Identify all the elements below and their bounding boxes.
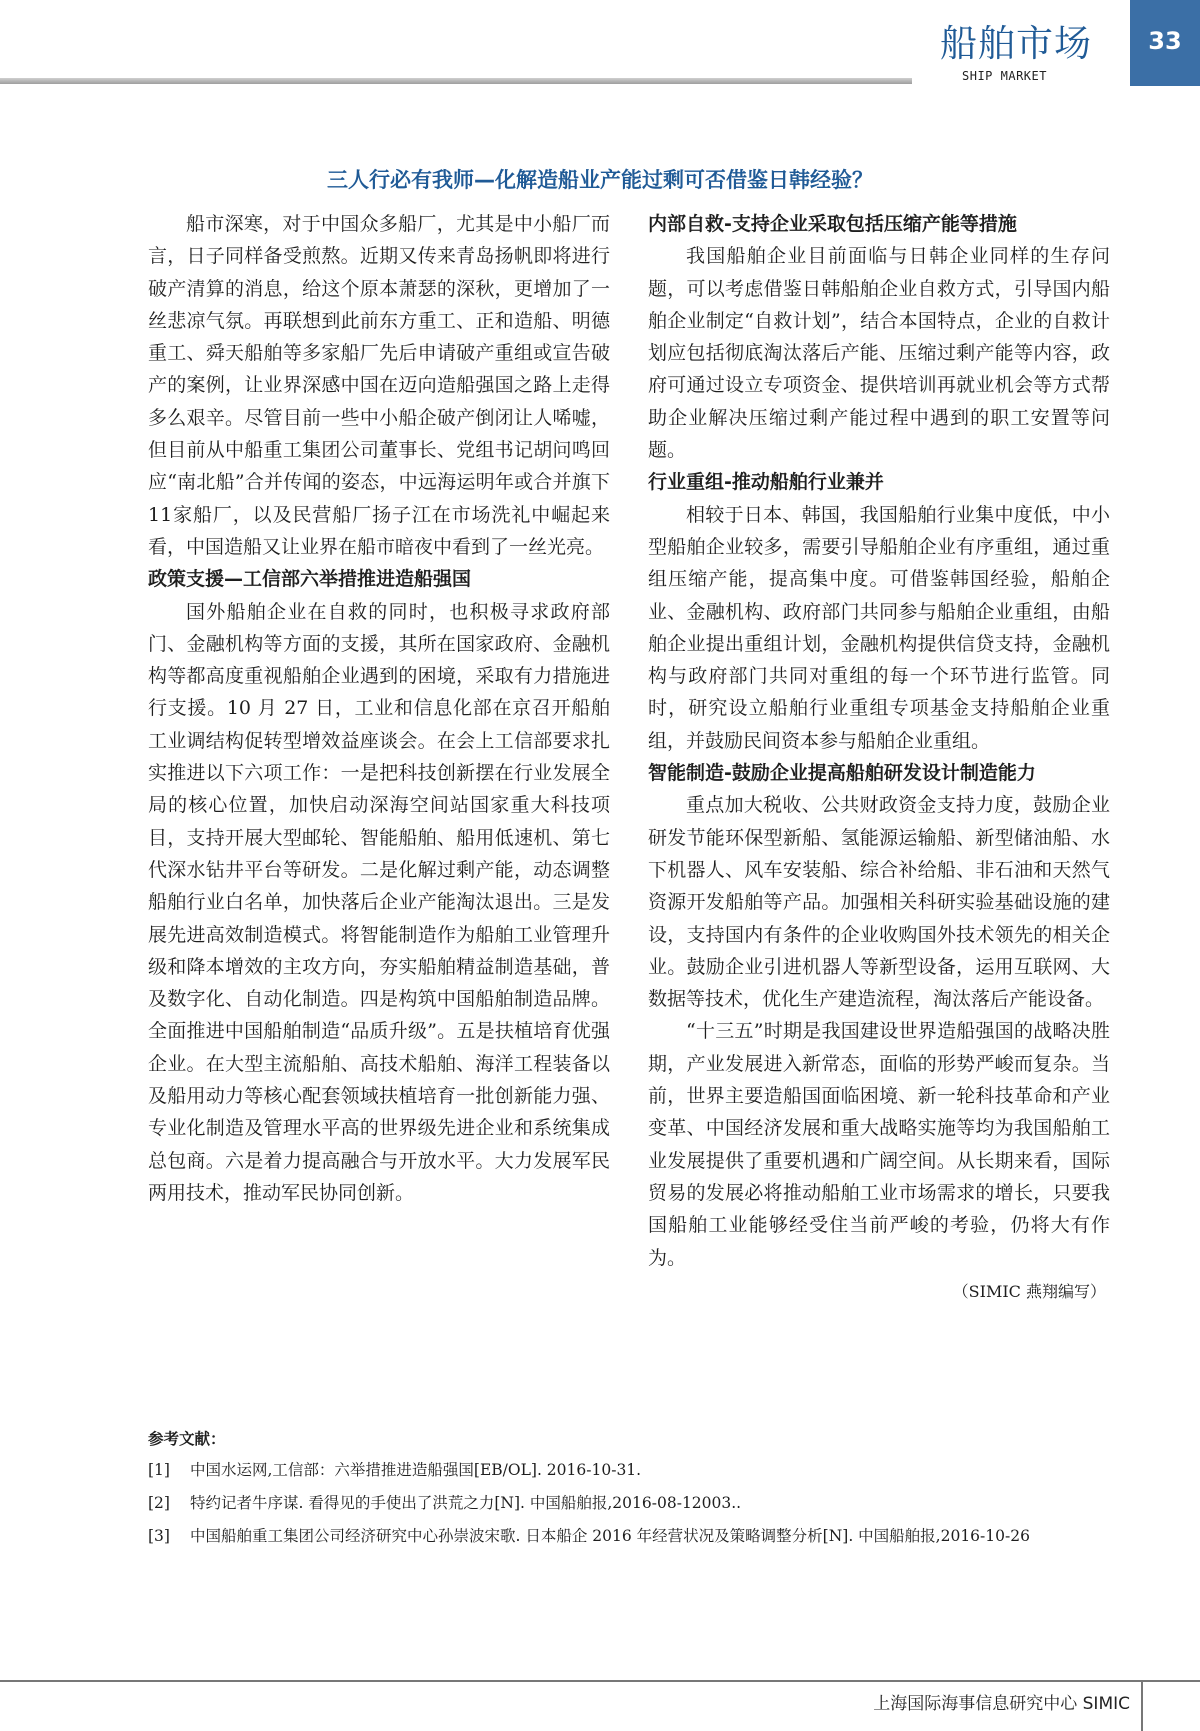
reference-number: [1]: [148, 1461, 170, 1479]
references-heading: 参考文献：: [148, 1430, 226, 1448]
reference-number: [3]: [148, 1527, 170, 1545]
footer-publisher: 上海国际海事信息研究中心 SIMIC: [873, 1694, 1130, 1714]
section-subtitle: SHIP MARKET: [962, 69, 1047, 83]
reference-item: [148, 1487, 1108, 1520]
left-column: [148, 208, 610, 1209]
section-heading-self-rescue: 内部自救-支持企业采取包括压缩产能等措施: [648, 213, 1017, 235]
reference-text: 中国水运网,工信部：六举措推进造船强国[EB/OL]. 2016-10-31.: [190, 1461, 642, 1479]
section-heading-policy: 政策支援—工信部六举措推进造船强国: [148, 568, 472, 591]
section-heading-restructuring: 行业重组-推动船舶行业兼并: [648, 471, 884, 494]
section-title: 船舶市场: [940, 22, 1092, 65]
right-column: [648, 208, 1110, 1308]
section-heading-smart-manufacturing: 智能制造-鼓励企业提高船舶研发设计制造能力: [648, 762, 1036, 785]
reference-text: 特约记者牛序谋. 看得见的手使出了洪荒之力[N]. 中国船舶报,2016-08-12003..: [190, 1494, 742, 1512]
reference-number: [2]: [148, 1494, 170, 1512]
footer-rule: [0, 1680, 1200, 1682]
page-number: 33: [1130, 0, 1200, 86]
reference-text: 中国船舶重工集团公司经济研究中心孙崇波宋歌. 日本船企 2016 年经营状况及策略调整分析[N]. 中国船舶报,2016-10-26: [190, 1527, 1030, 1545]
outlook-paragraph: “十三五”时期是我国建设世界造船强国的战略决胜期，产业发展进入新常态，面临的形势严峻而复杂。当前，世界主要造船国面临困境、新一轮科技革命和产业变革、中国经济发展和重大战略实施等均为我国船舶工业发展提供了重要机遇和广阔空间。从长期来看，国际贸易的发展必将推动船舶工业市场需求的增长，只要我国船舶工业能够经受住当前严峻的考验，仍将大有作为。: [648, 1020, 1110, 1269]
footer-divider: [1141, 1680, 1143, 1731]
self-rescue-paragraph: 我国船舶企业目前面临与日韩企业同样的生存问题，可以考虑借鉴日韩船舶企业自救方式，引导国内船舶企业制定“自救计划”，结合本国特点，企业的自救计划应包括彻底淘汰落后产能、压缩过剩产能等内容，政府可通过设立专项资金、提供培训再就业机会等方式帮助企业解决压缩过剩产能过程中遇到的职工安置等问题。: [648, 245, 1110, 462]
references: [148, 1424, 1108, 1553]
reference-item: [148, 1454, 1108, 1487]
article-title: 三人行必有我师—化解造船业产能过剩可否借鉴日韩经验？: [327, 168, 873, 192]
intro-paragraph: 船市深寒，对于中国众多船厂，尤其是中小船厂而言，日子同样备受煎熬。近期又传来青岛扬帆即将进行破产清算的消息，给这个原本萧瑟的深秋，更增加了一丝悲凉气氛。再联想到此前东方重工、正和造船、明德重工、舜天船舶等多家船厂先后申请破产重组或宣告破产的案例，让业界深感中国在迈向造船强国之路上走得多么艰辛。尽管目前一些中小船企破产倒闭让人唏嘘，但目前从中船重工集团公司董事长、党组书记胡问鸣回应“南北船”合并传闻的姿态，中远海运明年或合并旗下11家船厂，以及民营船厂扬子江在市场洗礼中崛起来看，中国造船又让业界在船市暗夜中看到了一丝光亮。: [148, 213, 610, 558]
policy-paragraph: 国外船舶企业在自救的同时，也积极寻求政府部门、金融机构等方面的支援，其所在国家政府、金融机构等都高度重视船舶企业遇到的困境，采取有力措施进行支援。10 月 27 日，工业和信息化部在京召开船舶工业调结构促转型增效益座谈会。在会上工信部要求扎实推进以下六项工作：一是把科技创新摆在行业发展全局的核心位置，加快启动深海空间站国家重大科技项目，支持开展大型邮轮、智能船舶、船用低速机、第七代深水钻井平台等研发。二是化解过剩产能，动态调整船舶行业白名单，加快落后企业产能淘汰退出。三是发展先进高效制造模式。将智能制造作为船舶工业管理升级和降本增效的主攻方向，夯实船舶精益制造基础，普及数字化、自动化制造。四是构筑中国船舶制造品牌。全面推进中国船舶制造“品质升级”。五是扶植培育优强企业。在大型主流船舶、高技术船舶、海洋工程装备以及船用动力等核心配套领域扶植培育一批创新能力强、专业化制造及管理水平高的世界级先进企业和系统集成总包商。六是着力提高融合与开放水平。大力发展军民两用技术，推动军民协同创新。: [148, 600, 610, 1204]
author-signature: （SIMIC 燕翔编写）: [952, 1281, 1106, 1301]
reference-item: [148, 1520, 1108, 1553]
header-rule: [0, 78, 912, 84]
smart-manufacturing-paragraph: 重点加大税收、公共财政资金支持力度，鼓励企业研发节能环保型新船、氢能源运输船、新型储油船、水下机器人、风车安装船、综合补给船、非石油和天然气资源开发船舶等产品。加强相关科研实验基础设施的建设，支持国内有条件的企业收购国外技术领先的相关企业。鼓励企业引进机器人等新型设备，运用互联网、大数据等技术，优化生产建造流程，淘汰落后产能设备。: [648, 794, 1110, 1011]
restructuring-paragraph: 相较于日本、韩国，我国船舶行业集中度低，中小型船舶企业较多，需要引导船舶企业有序重组，通过重组压缩产能，提高集中度。可借鉴韩国经验，船舶企业、金融机构、政府部门共同参与船舶企业重组，由船舶企业提出重组计划，金融机构提供信贷支持，金融机构与政府部门共同对重组的每一个环节进行监管。同时，研究设立船舶行业重组专项基金支持船舶企业重组，并鼓励民间资本参与船舶企业重组。: [648, 503, 1110, 752]
